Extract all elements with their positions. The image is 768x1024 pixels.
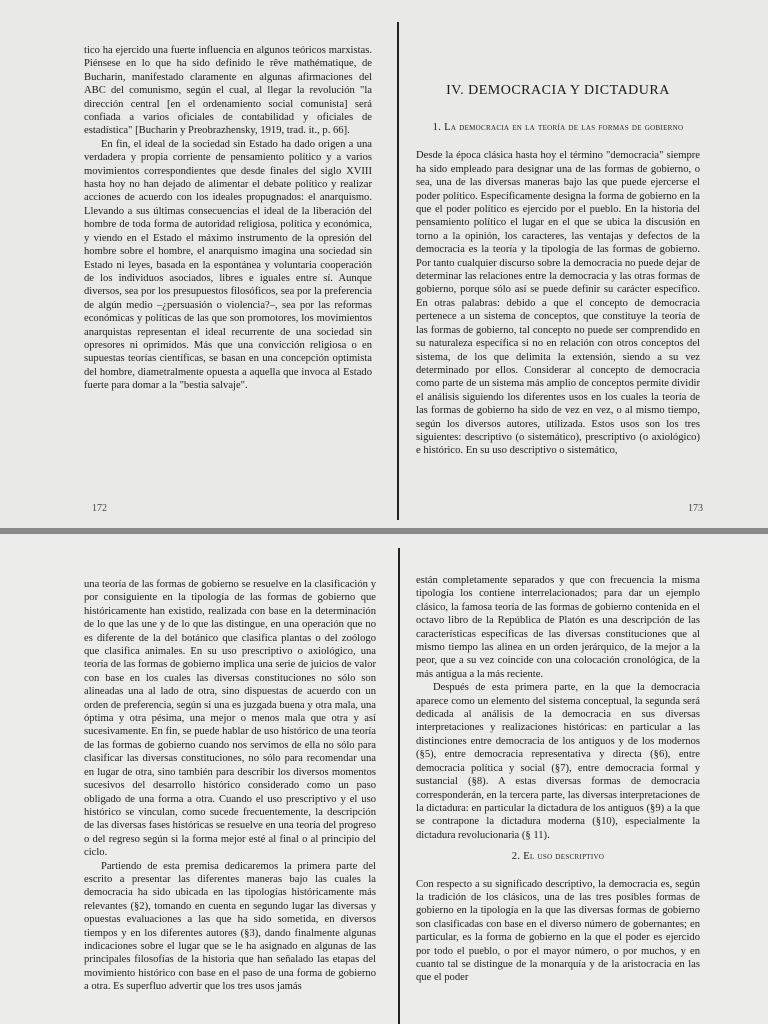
section-title-2: 2. El uso descriptivo — [511, 851, 605, 863]
page-number-172: 172 — [92, 503, 107, 514]
page-number-173: 173 — [688, 503, 703, 514]
bottom-gutter-line — [398, 548, 400, 1024]
page-172-paragraph-1: tico ha ejercido una fuerte influencia en algunos teóricos marxistas. Piénsese en lo que ha sido definido le rêve mathématique, de Bucharin, manifestado claramente en algunas afirmaciones del ABC del comunismo, según el cual, al llegar la revolución "la dirección central [en el ordenamiento social comunista] será confiada a varios oficiales de contabilidad y oficiales de estadística" [Bucharin y Preobrazhensky, 1919, trad. it., p. 66]. — [84, 45, 372, 137]
page-175-paragraph-1: están completamente separados y que con frecuencia la misma tipología los contiene interrelacionados; para dar un ejemplo clásico, la famosa teoría de las formas de gobierno contenida en el octavo libro de la República de Platón es una descripción de las características específicas de las diversas constituciones que al mismo tiempo las alinea en un orden jerárquico, de la mejor a la peor, que a su vez coincide con una colocación cronológica, de la más antigua a la más reciente. — [416, 575, 700, 680]
page-174-paragraph-2: Partiendo de esta premisa dedicaremos la primera parte del escrito a presentar las diferentes maneras bajo las cuales la democracia ha sido ubicada en las tipologías históricamente más relevantes (§2), tomando en cuenta en segundo lugar las diversas y opuestas evaluaciones a las que ha sido sometida, en diversos tiempos y en los diferentes autores (§3), dando finalmente algunas indicaciones sobre el lugar que se le ha asignado en algunas de las principales filosofías de la historia que han señalado las etapas del movimiento histórico con base en el paso de una forma de gobierno a otra. Es superfluo advertir que los tres usos jamás — [84, 860, 376, 993]
page-175-paragraph-2: Después de esta primera parte, en la que la democracia aparece como un elemento del sistema conceptual, la segunda será dedicada al análisis de la democracia en sus diversas interpretaciones y realizaciones históricas: en particular a las distinciones entre democracia de los antiguos y de los modernos (§5), entre democracia representativa y directa (§6), entre democracia política y social (§7), entre democracia formal y sustancial (§8). A estas diversas formas de democracia corresponderán, en la tercera parte, las diversas interpretaciones de la dictadura: en particular la dictadura de los antiguos (§9) a la que se contrapone la dictadura moderna (§10), especialmente la dictadura revolucionaria (§ 11). — [416, 682, 700, 841]
page-172 — [84, 44, 372, 393]
page-173-paragraph-1: Desde la época clásica hasta hoy el término "democracia" siempre ha sido empleado para designar una de las formas de gobierno, o sea, una de las diversas maneras bajo las que puede ejercerse el poder político. Específicamente designa la forma de gobierno en la que el poder político es ejercido por el pueblo. En la historia del pensamiento político el lugar en el que se ubica la discusión en torno a la opinión, los caracteres, las ventajas y defectos de la democracia es la teoría y la tipología de las formas de gobierno. Por tanto cualquier discurso sobre la democracia no puede dejar de determinar las relaciones entre la democracia y las otras formas de gobierno, porque sólo así se puede definir su carácter específico. En otras palabras: debido a que el concepto de democracia pertenece a un sistema de conceptos, que constituye la teoría de las formas de gobierno, tal concepto no puede ser comprendido en su naturaleza específica si no en relación con otros conceptos del sistema, de los que delimita la extensión, siendo a su vez determinado por ellos. Considerar al concepto de democracia como parte de un sistema más amplio de conceptos permite dividir el análisis siguiendo los diferentes usos en los cuales la teoría de las formas de gobierno ha sido de vez en vez, o al mismo tiempo, según los diversos autores, utilizada. Estos usos son los tres siguientes: descriptivo (o sistemático), prescriptivo (o axiológico) e histórico. En su uso descriptivo o sistemático, — [416, 150, 700, 457]
page-175-paragraph-3: Con respecto a su significado descriptivo, la democracia es, según la tradición de los clásicos, una de las tres posibles formas de gobierno en la tipología en la que las diversas formas de gobierno son clasificadas con base en el diverso número de gobernantes; en particular, es la forma de gobierno en la que el poder es ejercido por todo el pueblo, o por el mayor número, o por muchos, y en cuanto tal se distingue de la monarquía y de la aristocracia en las que el poder — [416, 878, 700, 984]
bottom-book-spread — [0, 534, 768, 1024]
page-173 — [416, 84, 700, 458]
top-gutter-line — [397, 22, 399, 520]
chapter-title: IV. DEMOCRACIA Y DICTADURA — [446, 83, 670, 98]
page-174-paragraph-1: una teoría de las formas de gobierno se resuelve en la clasificación y por consiguiente en la tipología de las formas de gobierno que históricamente han existido, realizada con base en la determinación de lo que las une y de lo que las distingue, en una operación que no es diferente de la del botánico que clasifica plantas o del zoólogo que clasifica animales. En su uso prescriptivo o axiológico, una teoría de las formas de gobierno implica una serie de juicios de valor con base en los cuales las diversas constituciones no sólo son alineadas una al lado de otra, sino dispuestas de acuerdo con un orden de preferencia, según si una es juzgada buena y otra mala, una óptima y otra pésima, una mejor o menos mala que otra y así sucesivamente. En fin, se puede hablar de uso histórico de una teoría de las formas de gobierno cuando nos servimos de ella no sólo para clasificar las diversas constituciones, no sólo para recomendar una en lugar de otra, sino también para describir los diversos momentos sucesivos del desarrollo histórico considerado como un paso obligado de una forma a otra. Cuando el uso prescriptivo y el uso histórico se vinculan, como sucede frecuentemente, la descripción de las diversas fases históricas se resuelve en una teoría del progreso o del regreso según si la forma mejor esté al final o al principio del ciclo. — [84, 579, 376, 859]
page-175 — [416, 574, 700, 985]
page-174 — [84, 578, 376, 994]
section-title-1: 1. La democracia en la teoría de las formas de gobierno — [432, 122, 684, 134]
page-172-paragraph-2: En fin, el ideal de la sociedad sin Estado ha dado origen a una verdadera y propia corriente de pensamiento político y a varios movimientos correspondientes que desde finales del siglo XVIII hasta hoy no han dejado de alimentar el debate político y realizar acciones de acuerdo con los ideales propugnados: el anarquismo. Llevando a sus últimas consecuencias el ideal de la liberación del hombre de toda forma de autoridad religiosa, política y económica, y viendo en el Estado el máximo instrumento de la opresión del hombre sobre el hombre, el anarquismo imagina una sociedad sin Estado ni leyes, basada en la espontánea y voluntaria cooperación de los individuos asociados, libres e iguales entre sí. Aunque diversos, sea por los presupuestos filosóficos, sea por la preferencia de algún medio –¿persuasión o violencia?–, sea por las reformas económicas y políticas de las que son promotores, los movimientos anarquistas representan el ideal recurrente de una sociedad sin opresores ni oprimidos. Más que una convicción religiosa o en supuestas teorías científicas, se basan en una concepción optimista del hombre, diametralmente opuesta a aquella que invoca al Estado fuerte para domar a la "bestia salvaje". — [84, 138, 372, 392]
